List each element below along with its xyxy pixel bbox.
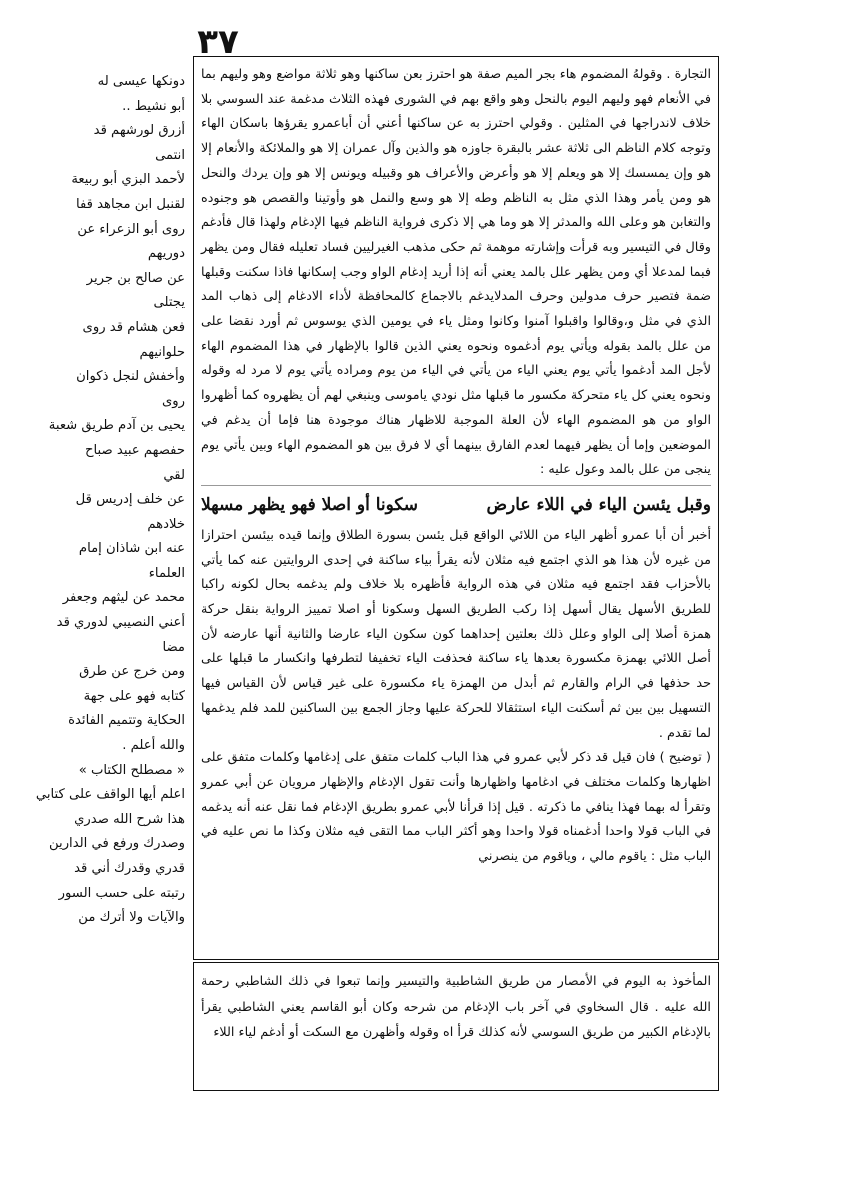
margin-line: عن خلف إدريس قل (75, 492, 185, 508)
margin-line: والله أعلم . (122, 738, 185, 754)
margin-line: الحكاية وتتميم الفائدة (68, 713, 185, 729)
margin-line: هذا شرح الله صدري (74, 811, 185, 827)
footnote-text: المأخوذ به اليوم في الأمصار من طريق الشاطبية والتيسير وإنما تبعوا في ذلك الشاطبي رحمة الله عليه . قال السخاوي في آخر باب الإدغام من شرحه وكان أبو القاسم يعني الشاطبي يقرأ بالإدغام الكبير من طريق السوسي لأنه كذلك قرأ اه وقوله وأظهرن مع السكت أو أدغم لياء اللاء (201, 974, 711, 1040)
margin-line: دوريهم (147, 246, 185, 262)
margin-column (14, 70, 185, 1090)
margin-line: انتمى (155, 147, 185, 163)
margin-line: العلماء (148, 565, 185, 581)
margin-line: وصدرك ورفع في الدارين (48, 836, 185, 852)
margin-line: أزرق لورشهم قد (93, 123, 185, 139)
margin-line: روى (161, 393, 185, 409)
commentary-paragraph-1: التجارة . وقولهُ المضموم هاء بجر الميم صفة هو احترز بعن ساكنها وهو ثلاثة مواضع وهو وليهم بما في الأنعام فهو وليهم اليوم بالنحل وهو واقع بهم في الشورى فهذه الثلاث مدغمة عند السوسي بلا خلاف لاندراجها في المثلين . وقولي احترز به عن ساكنها أعني أن أباعمرو يقرؤها باسكان الهاء وتوجه كلام الناظم الى ثلاثة عشر بالبقرة جاوزه هو والذين وآل عمران إلا هو والملائكة والأنعام إلا هو وإن يمسسك إلا هو ويعلم إلا هو وأعرض والأعراف هو وقبيله ويونس إلا هو وإن يردك والنحل هو ومن يأمر وهذا الذي مثل به الناظم وطه إلا هو وسع والنمل هو وأوتينا والقصص هو وجنوده والتغابن هو وعلى الله والمدثر إلا هو وما هي إلا ذكرى فرواية الناظم فيها الإدغام ولهذا قال فأدغم وقال في التيسير وبه قرأت وإشارته موهمة ثم حكى مذهب الغيرليين فساد تعليله فقال ومن يظهر فبما لمدعلا أي ومن يظهر علل بالمد يعني أنه إذا أريد إدغام الواو وجب إسكانها فاذا سكنت وقبلها ضمة فتصير حرف مدولين وحرف المدلايدغم بالاجماع كالمحافظة لأداء الادغام إلى ذهاب المد الذي في مثل و،وقالوا واقبلوا آمنوا وكانوا ومثل ياء في يومين الذي يوسوس ثم أورد نقضا على من علل بالمد بقوله ويأتي يوم أدغموه ونحوه يعني الذين قالوا بالإظهار في هذا المضموم الهاء لأجل المد أدغموا يأتي يوم يعني الياء من يأتي في الياء من يوم ومراده يأتي يوم لا مرد له وقوله ونحوه يعني كل ياء متحركة مكسور ما قبلها مثل نودي ياموسى وينبغي لهم أن يظهروه كما أظهروا الواو من هو المضموم الهاء لأن العلة الموجبة للاظهار هناك موجودة هنا فإما أن يدغم في الموضعين وإما أن يظهر فيهما لعدم الفارق بينهما أي لا فرق بين هو المضموم الهاء وبين يأتي يوم ينجى من علل بالمد وعول عليه : (201, 67, 711, 478)
verse-line (201, 485, 711, 524)
margin-line: « مصطلح الكتاب » (78, 762, 185, 778)
margin-line: روى أبو الزعراء عن (77, 221, 185, 237)
margin-line: فعن هشام قد روى (82, 319, 185, 335)
margin-line: أعني النصيبي لدوري قد (56, 615, 185, 631)
verse-hemistich-first: وقبل يئسن الياء في اللاء عارض (486, 494, 711, 515)
margin-line: قدري وقدرك أني قد (74, 861, 185, 876)
margin-line: يجتلى (153, 295, 185, 311)
margin-line: وأخفش لنجل ذكوان (76, 369, 185, 385)
margin-line: ومن خرج عن طرق (79, 664, 185, 680)
margin-line: كتابه فهو على جهة (83, 688, 185, 704)
margin-line: اعلم أيها الواقف على كتابي (35, 787, 185, 803)
margin-line: محمد عن ليثهم وجعفر (62, 590, 185, 606)
commentary-paragraph-2: أخبر أن أبا عمرو أظهر الياء من اللائي الواقع قبل يئسن بسورة الطلاق وإنما قيده بيئسن احترازا من غيره لأن هذا هو الذي اجتمع فيه مثلان لأنه يقرأ بياء ساكنة في إحدى الروايتين عنه كما يأتي بالأحزاب فقد اجتمع فيه مثلان في هذه الرواية فأظهره بلا خلاف ولم يدغمه بحال لكونه راكبا للطريق الأسهل يقال أسهل إذا ركب الطريق السهل وسكونا أو اصلا تمييز الرواية بنقل حركة همزة أصلا إلى الواو وعلل ذلك بعلتين إحداهما كون سكون الياء عارضا والثانية أنها عارضه لأن أصل اللائي بهمزة مكسورة بعدها ياء ساكنة فحذفت الياء تخفيفا لتطرفها وانكسار ما قبلها على حد حذفها في الرام والقارم ثم أبدل من الهمزة ياء مكسورة على غير قياس لأن القياس فيها التسهيل بين بين ثم أسكنت الياء استثقالا للحركة عليها وجاز الجمع بين الساكنين للمد فلم يدغمها لما تقدم . (201, 527, 711, 741)
margin-line: رتبته على حسب السور (58, 885, 185, 901)
margin-line: مضا (162, 639, 185, 655)
commentary-frame (193, 56, 719, 960)
margin-line: عنه ابن شاذان إمام (78, 541, 185, 557)
margin-line: لقي (163, 467, 185, 483)
margin-line: حفصهم عبيد صباح (85, 442, 185, 458)
page-number: ٣٧ (197, 22, 239, 62)
margin-line: أبو نشيط .. (122, 98, 185, 114)
margin-line: عن صالح بن جرير (86, 270, 185, 286)
verse-hemistich-second: سكونا أو اصلا فهو يظهر مسهلا (201, 494, 419, 515)
margin-line: لقنبل ابن مجاهد قفا (75, 196, 185, 212)
commentary-paragraph-3: ( توضيح ) فان قيل قد ذكر لأبي عمرو في هذا الباب كلمات متفق على إدغامها وكلمات متفق على اظهارها وكلمات مختلف في ادغامها واظهارها وأنت تقول الإدغام والإظهار مرويان عن أبي عمرو وتقرأ له بهما فهذا ينافي ما ذكرته . قيل إذا قرأنا لأبي عمرو بطريق الإدغام فما نقل عنه أنه يدغمه في الباب قولا واحدا أدغمناه قولا واحدا وهو أكثر الباب مما التقى فيه مثلان وكذا ما نص عليه في الباب مثل : ياقوم مالي ، وياقوم من ينصرني (201, 750, 711, 865)
margin-line: والآيات ولا أترك من (78, 910, 185, 926)
margin-line: لأحمد البزي أبو ربيعة (71, 172, 185, 188)
margin-line: دونكها عيسى له (97, 74, 185, 89)
margin-line: يحيى بن آدم طريق شعبة (48, 418, 185, 434)
margin-line: حلوانيهم (139, 344, 185, 360)
footnote-frame (193, 962, 719, 1091)
margin-line: خلادهم (147, 516, 185, 532)
